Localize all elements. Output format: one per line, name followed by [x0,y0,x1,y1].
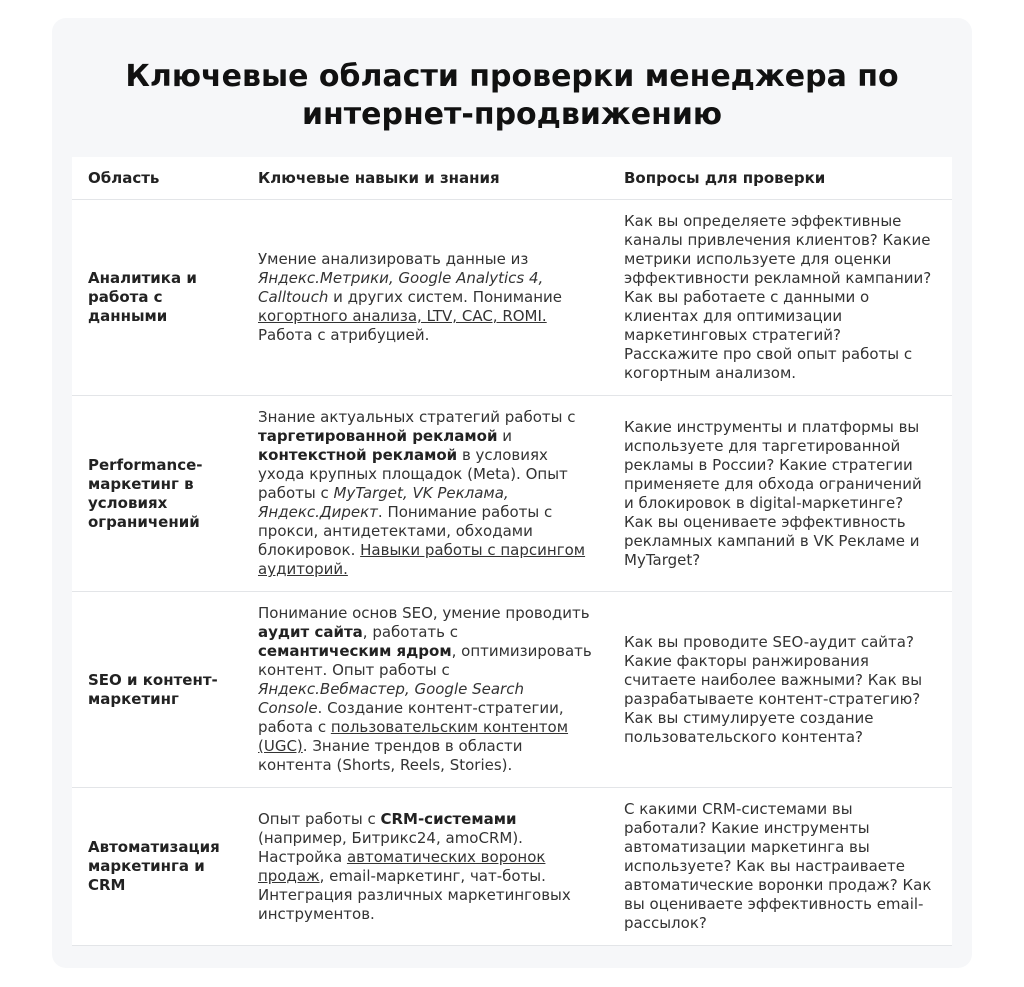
area-cell: SEO и контент-маркетинг [72,592,242,788]
skill-text: Умение анализировать данные из [258,250,529,268]
skill-text: Опыт работы с [258,809,381,828]
skill-tools: Яндекс.Метрики, Google Analytics 4, Calltouch [258,269,544,306]
skill-text: , работать с [362,623,458,641]
table-row [72,200,952,396]
skills-cell [242,200,608,396]
skill-keyword: аудит сайта [258,623,363,641]
table-row [72,788,952,946]
skill-keyword: таргетированной рекламой [258,427,498,445]
page-title: Ключевые области проверки менеджера по интернет-продвижению [125,59,899,132]
skill-highlight: когортного анализа, LTV, CAC, ROMI. [258,307,547,325]
area-cell: Автоматизация маркетинга и CRM [72,788,242,946]
skill-text: Работа с атрибуцией. [258,326,430,344]
table-row [72,396,952,592]
questions-cell: Как вы определяете эффективные каналы привлечения клиентов? Какие метрики используете для оценки эффективности рекламной кампании? Как вы работаете с данными о клиентах для оптимизации маркетинговых стратегий? Расскажите про свой опыт работы с когортным анализом. [608,200,952,396]
content-card [52,18,972,968]
skill-highlight: Навыки работы с парсингом аудиторий. [258,541,586,578]
table-header-row [72,157,952,200]
questions-cell: С какими CRM-системами вы работали? Какие инструменты автоматизации маркетинга вы используете? Как вы настраиваете автоматические воронки продаж? Как вы оцениваете эффективность email-рассылок? [608,788,952,946]
skill-keyword: семантическим ядром [258,642,452,660]
skill-text: и [497,427,512,445]
skill-text: Понимание основ SEO, умение проводить [258,604,590,622]
skills-cell [242,592,608,788]
skill-highlight: пользовательским контентом (UGC) [258,718,569,755]
area-cell: Performance-маркетинг в условиях ограничений [72,396,242,592]
skill-text: , оптимизировать контент. Опыт работы с [258,642,592,679]
skill-text: (например, Битрикс24, amoCRM). Настройка [258,828,523,866]
area-cell: Аналитика и работа с данными [72,200,242,396]
skill-text: . Создание контент-стратегии, работа с [258,699,564,736]
header-questions: Вопросы для проверки [608,157,952,200]
skill-text: . Знание трендов в области контента (Shorts, Reels, Stories). [258,737,523,774]
skill-keyword: контекстной рекламой [258,446,458,464]
skill-text: в условиях ухода крупных площадок (Meta). Опыт работы с [258,446,568,502]
skills-cell [242,396,608,592]
skill-keyword: CRM-системами [380,809,517,828]
header-skills: Ключевые навыки и знания [242,157,608,200]
header-area: Область [72,157,242,200]
skill-text: и других систем. Понимание [328,288,563,306]
skill-tools: MyTarget, VK Реклама, Яндекс.Директ [258,484,509,521]
table-row [72,592,952,788]
skill-text: , email-маркетинг, чат-боты. Интеграция различных маркетинговых инструментов. [258,866,571,923]
questions-cell: Как вы проводите SEO-аудит сайта? Какие факторы ранжирования считаете наиболее важными? Как вы разрабатываете контент-стратегию? Как вы стимулируете создание пользовательского контента? [608,592,952,788]
skill-text: . Понимание работы с прокси, антидетектами, обходами блокировок. [258,503,553,559]
skills-cell [242,788,608,946]
skill-highlight: автоматических воронок продаж [258,847,546,885]
areas-table [72,157,952,946]
questions-cell: Какие инструменты и платформы вы используете для таргетированной рекламы в России? Какие стратегии применяете для обхода ограничений и блокировок в digital-маркетинге? Как вы оцениваете эффективность рекламных кампаний в VK Рекламе и MyTarget? [608,396,952,592]
skill-tools: Яндекс.Вебмастер, Google Search Console [258,680,524,717]
skill-text: Знание актуальных стратегий работы с [258,408,576,426]
